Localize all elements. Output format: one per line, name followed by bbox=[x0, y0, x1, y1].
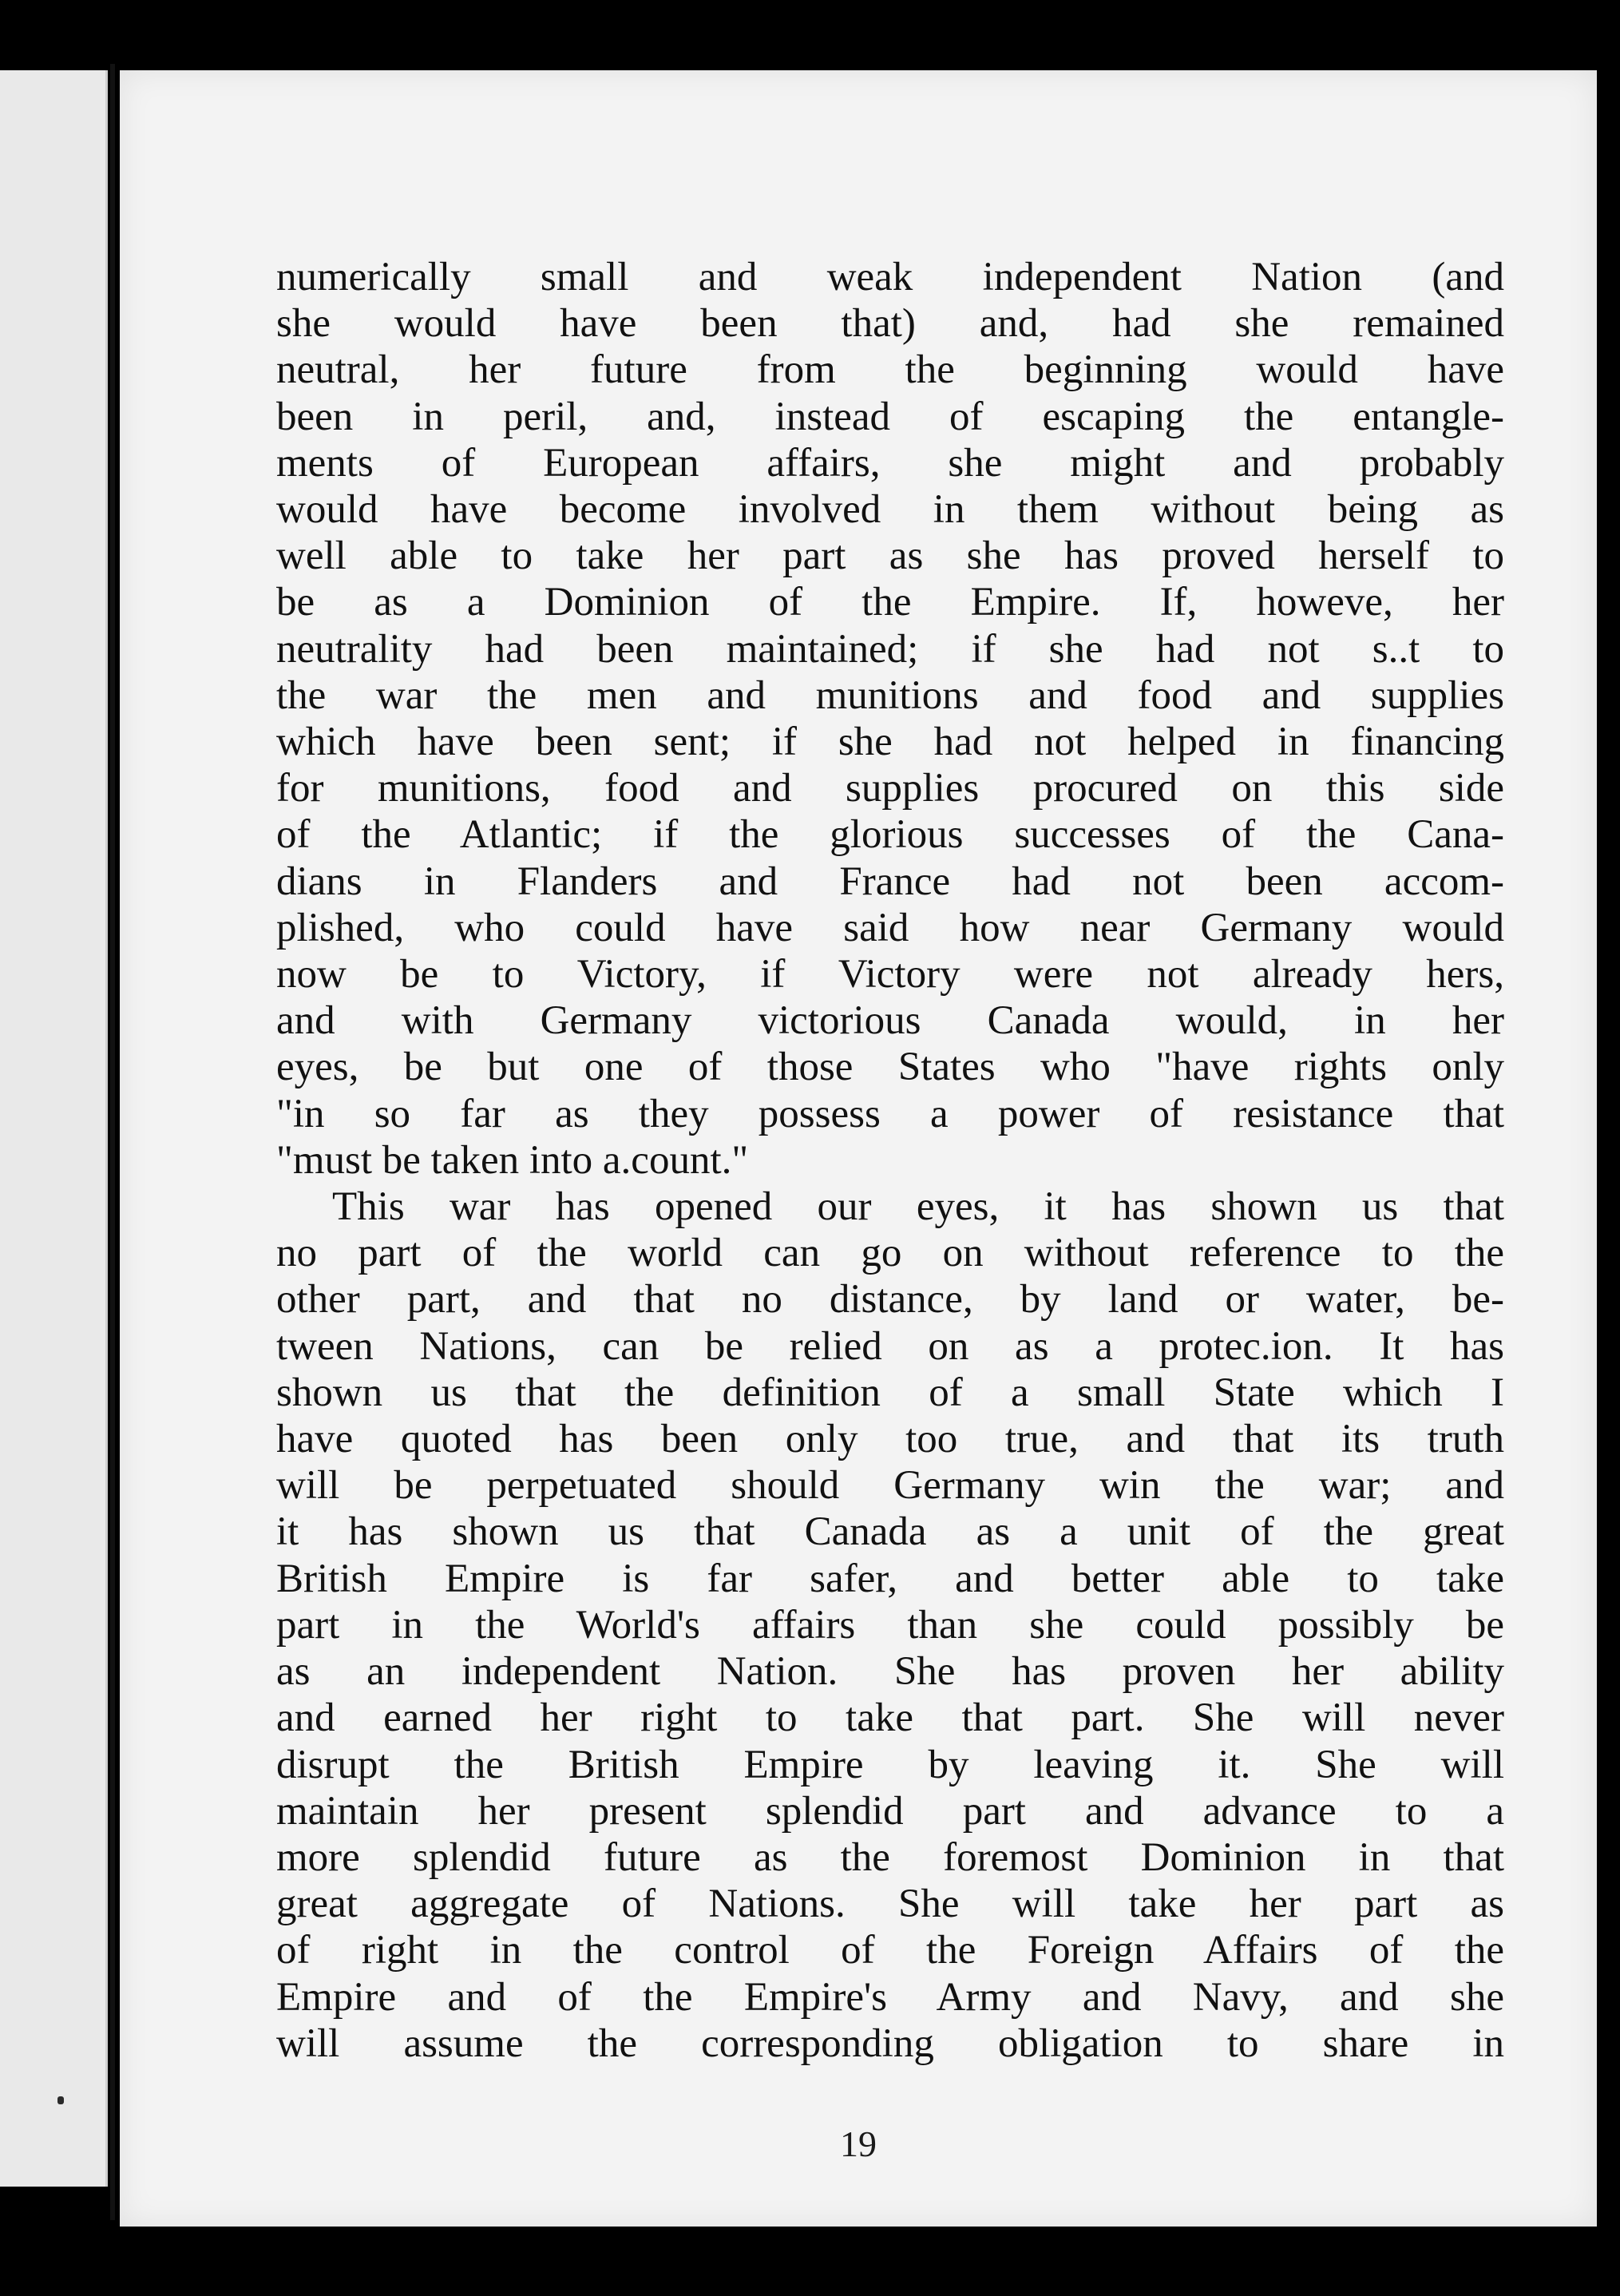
text-line: would have become involved in them without being as bbox=[276, 487, 1504, 533]
text-line: well able to take her part as she has proved herself to bbox=[276, 533, 1504, 579]
text-line: neutrality had been maintained; if she had not s..t to bbox=[276, 626, 1504, 672]
text-line: ments of European affairs, she might and probably bbox=[276, 440, 1504, 486]
text-line: and earned her right to take that part. She will never bbox=[276, 1695, 1504, 1741]
text-line: will assume the corresponding obligation to share in bbox=[276, 2020, 1504, 2066]
text-line: maintain her present splendid part and advance to a bbox=[276, 1788, 1504, 1834]
text-line: shown us that the definition of a small State which I bbox=[276, 1370, 1504, 1415]
text-line: numerically small and weak independent Nation (and bbox=[276, 255, 1504, 299]
paragraph-end-line: "must be taken into a.count." bbox=[276, 1137, 749, 1183]
text-line: which have been sent; if she had not helped in financing bbox=[276, 720, 1504, 765]
text-line: more splendid future as the foremost Dominion in that bbox=[276, 1834, 1504, 1880]
text-line: dians in Flanders and France had not been accom- bbox=[276, 859, 1504, 904]
book-gutter bbox=[110, 64, 115, 2220]
text-line: and with Germany victorious Canada would, in her bbox=[276, 998, 1504, 1044]
text-line: she would have been that) and, had she remained bbox=[276, 301, 1504, 347]
text-line: great aggregate of Nations. She will take her part as bbox=[276, 1882, 1504, 1927]
text-line: of right in the control of the Foreign Affairs of the bbox=[276, 1928, 1504, 1973]
text-line: will be perpetuated should Germany win the war; and bbox=[276, 1463, 1504, 1509]
text-line: it has shown us that Canada as a unit of the great bbox=[276, 1509, 1504, 1555]
text-line: Empire and of the Empire's Army and Navy, and she bbox=[276, 1974, 1504, 2020]
text-line: other part, and that no distance, by land or water, be- bbox=[276, 1277, 1504, 1322]
text-line: plished, who could have said how near Germany would bbox=[276, 905, 1504, 950]
text-line: eyes, be but one of those States who "have rights only bbox=[276, 1045, 1504, 1090]
body-text bbox=[276, 254, 1504, 2067]
scan-speck bbox=[57, 2096, 64, 2104]
text-line: tween Nations, can be relied on as a protec.ion. It has bbox=[276, 1323, 1504, 1369]
text-line: British Empire is far safer, and better able to take bbox=[276, 1556, 1504, 1601]
text-line: as an independent Nation. She has proven her ability bbox=[276, 1649, 1504, 1695]
paragraph-start-line: This war has opened our eyes, it has shown us that bbox=[332, 1184, 1504, 1230]
text-line: disrupt the British Empire by leaving it. She will bbox=[276, 1742, 1504, 1787]
text-line: no part of the world can go on without reference to the bbox=[276, 1231, 1504, 1276]
text-line: been in peril, and, instead of escaping the entangle- bbox=[276, 394, 1504, 439]
book-page bbox=[120, 70, 1597, 2227]
text-line: "in so far as they possess a power of resistance that bbox=[276, 1091, 1504, 1136]
facing-page-edge bbox=[0, 70, 108, 2187]
text-line: have quoted has been only too true, and that its truth bbox=[276, 1417, 1504, 1462]
text-line: neutral, her future from the beginning would have bbox=[276, 347, 1504, 393]
text-line: part in the World's affairs than she could possibly be bbox=[276, 1602, 1504, 1648]
page-number: 19 bbox=[840, 2124, 877, 2164]
text-line: now be to Victory, if Victory were not already hers, bbox=[276, 952, 1504, 997]
text-line: the war the men and munitions and food and supplies bbox=[276, 672, 1504, 718]
text-line: of the Atlantic; if the glorious successes of the Cana- bbox=[276, 812, 1504, 858]
text-line: for munitions, food and supplies procured on this side bbox=[276, 766, 1504, 811]
text-line: be as a Dominion of the Empire. If, howeve, her bbox=[276, 580, 1504, 625]
